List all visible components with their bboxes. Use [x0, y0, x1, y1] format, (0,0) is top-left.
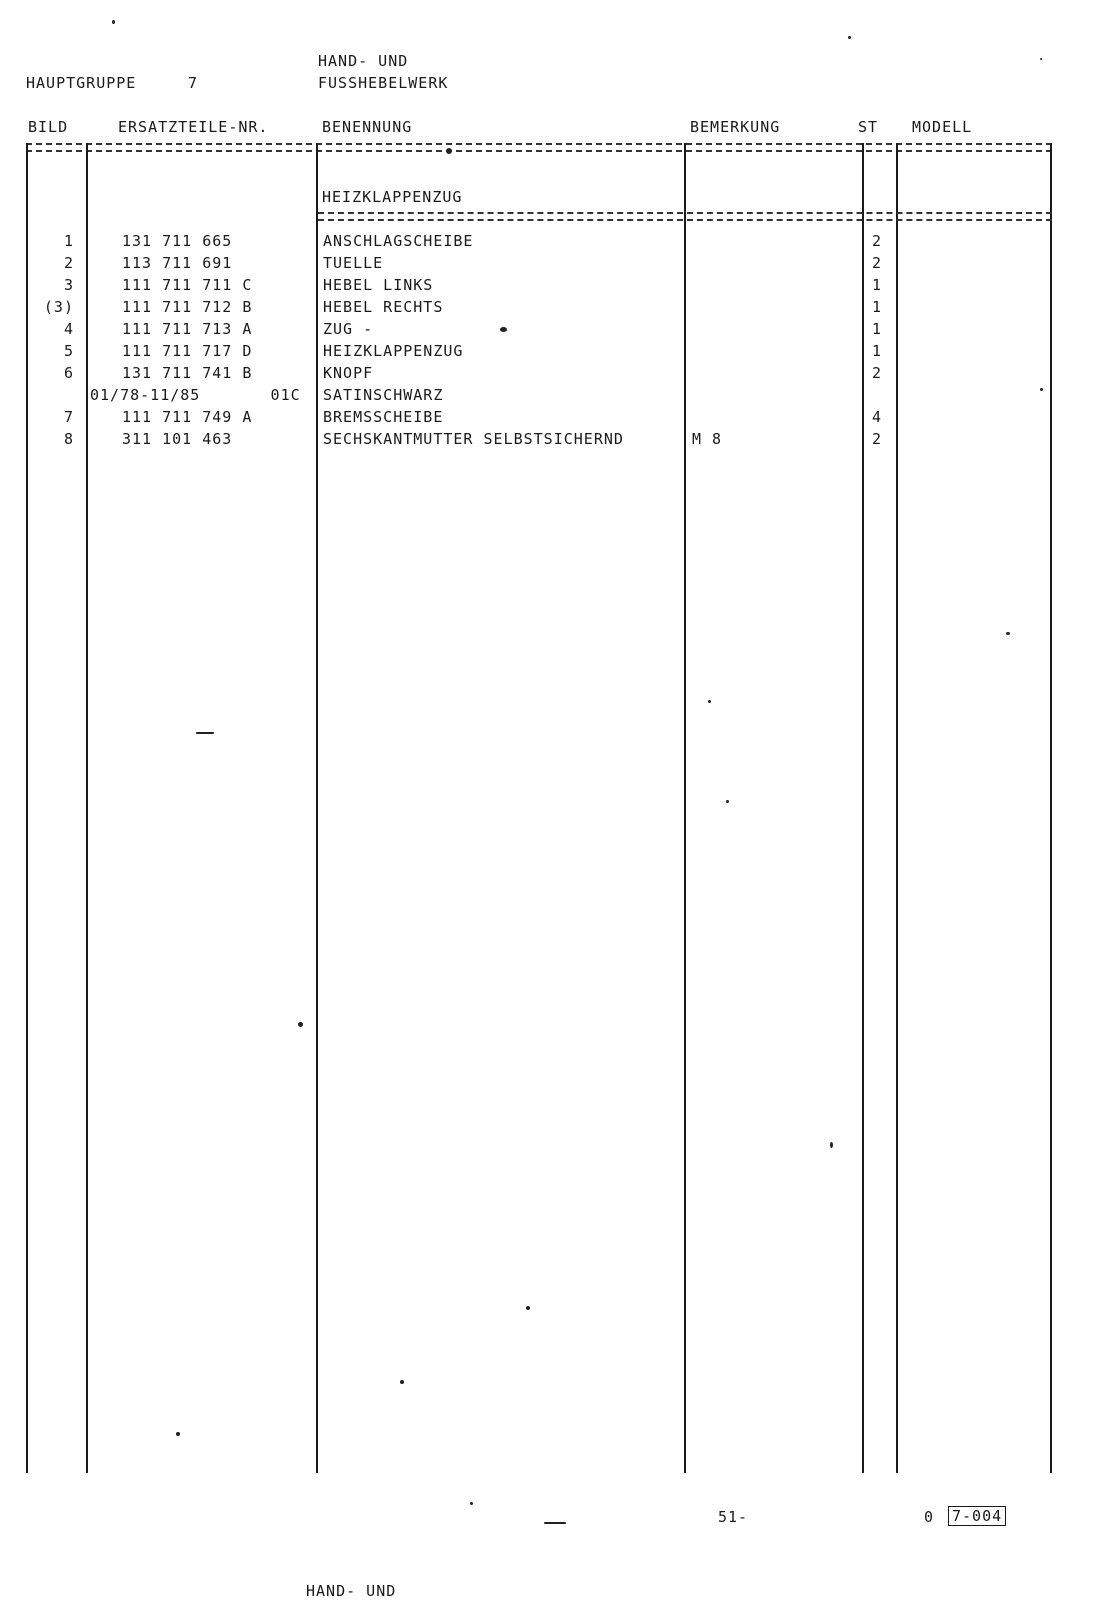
name-cell: ZUG - — [323, 320, 374, 338]
header-separator — [26, 143, 1052, 152]
page-code-box: 7-004 — [948, 1506, 1006, 1526]
table-row — [0, 406, 1060, 428]
part-number-cell: 113 711 691 — [122, 254, 233, 272]
name-cell: BREMSSCHEIBE — [323, 408, 444, 426]
page-code-prefix: 0 — [924, 1508, 935, 1526]
group-title-line2: FUSSHEBELWERK — [318, 74, 449, 92]
table-row — [0, 296, 1060, 318]
part-number-cell: 111 711 717 D — [122, 342, 253, 360]
table-row — [0, 274, 1060, 296]
qty-cell: 2 — [871, 364, 883, 382]
part-number-cell: 111 711 713 A — [122, 320, 253, 338]
column-header-model: MODELL — [912, 118, 973, 136]
table-row — [0, 252, 1060, 274]
column-header-part-number: ERSATZTEILE-NR. — [118, 118, 269, 136]
bild-cell: 7 — [63, 408, 74, 426]
name-cell: ANSCHLAGSCHEIBE — [323, 232, 474, 250]
table-row — [0, 230, 1060, 252]
name-cell: HEBEL LINKS — [323, 276, 434, 294]
table-row — [0, 318, 1060, 340]
qty-cell: 1 — [871, 320, 883, 338]
column-header-bild: BILD — [28, 118, 69, 136]
name-cell: HEBEL RECHTS — [323, 298, 444, 316]
bild-cell: (3) — [43, 298, 74, 316]
part-number-cell: 111 711 712 B — [122, 298, 253, 316]
table-row — [0, 340, 1060, 362]
remark-cell: M 8 — [692, 430, 723, 448]
part-number-cell: 111 711 749 A — [122, 408, 253, 426]
group-title-line1: HAND- UND — [318, 52, 409, 70]
bild-cell: 5 — [63, 342, 74, 360]
table-row — [0, 428, 1060, 450]
column-header-name: BENENNUNG — [322, 118, 413, 136]
qty-cell: 2 — [871, 254, 883, 272]
date-range-cell: 01/78-11/85 01C — [90, 386, 301, 404]
name-cell: SECHSKANTMUTTER SELBSTSICHERND — [323, 430, 624, 448]
bild-cell: 1 — [63, 232, 74, 250]
table-row — [0, 362, 1060, 384]
name-cell: KNOPF — [323, 364, 374, 382]
name-cell: TUELLE — [323, 254, 384, 272]
next-page-title: HAND- UND — [306, 1582, 397, 1600]
qty-cell: 4 — [871, 408, 883, 426]
bild-cell: 3 — [63, 276, 74, 294]
qty-cell: 1 — [871, 342, 883, 360]
column-header-remark: BEMERKUNG — [690, 118, 781, 136]
table-row — [0, 384, 1060, 406]
bild-cell: 4 — [63, 320, 74, 338]
part-number-cell: 111 711 711 C — [122, 276, 253, 294]
qty-cell: 1 — [871, 298, 883, 316]
column-header-qty: ST — [858, 118, 879, 136]
bild-cell: 6 — [63, 364, 74, 382]
bild-cell: 8 — [63, 430, 74, 448]
part-number-cell: 131 711 741 B — [122, 364, 253, 382]
section-separator — [318, 212, 1052, 221]
group-label: HAUPTGRUPPE — [26, 74, 137, 92]
bild-cell: 2 — [63, 254, 74, 272]
name-cell: HEIZKLAPPENZUG — [323, 342, 464, 360]
section-title: HEIZKLAPPENZUG — [322, 188, 463, 206]
group-number: 7 — [188, 74, 199, 92]
name-cell: SATINSCHWARZ — [323, 386, 444, 404]
qty-cell: 1 — [871, 276, 883, 294]
page-number: 51- — [718, 1508, 749, 1526]
part-number-cell: 311 101 463 — [122, 430, 233, 448]
qty-cell: 2 — [871, 232, 883, 250]
part-number-cell: 131 711 665 — [122, 232, 233, 250]
qty-cell: 2 — [871, 430, 883, 448]
